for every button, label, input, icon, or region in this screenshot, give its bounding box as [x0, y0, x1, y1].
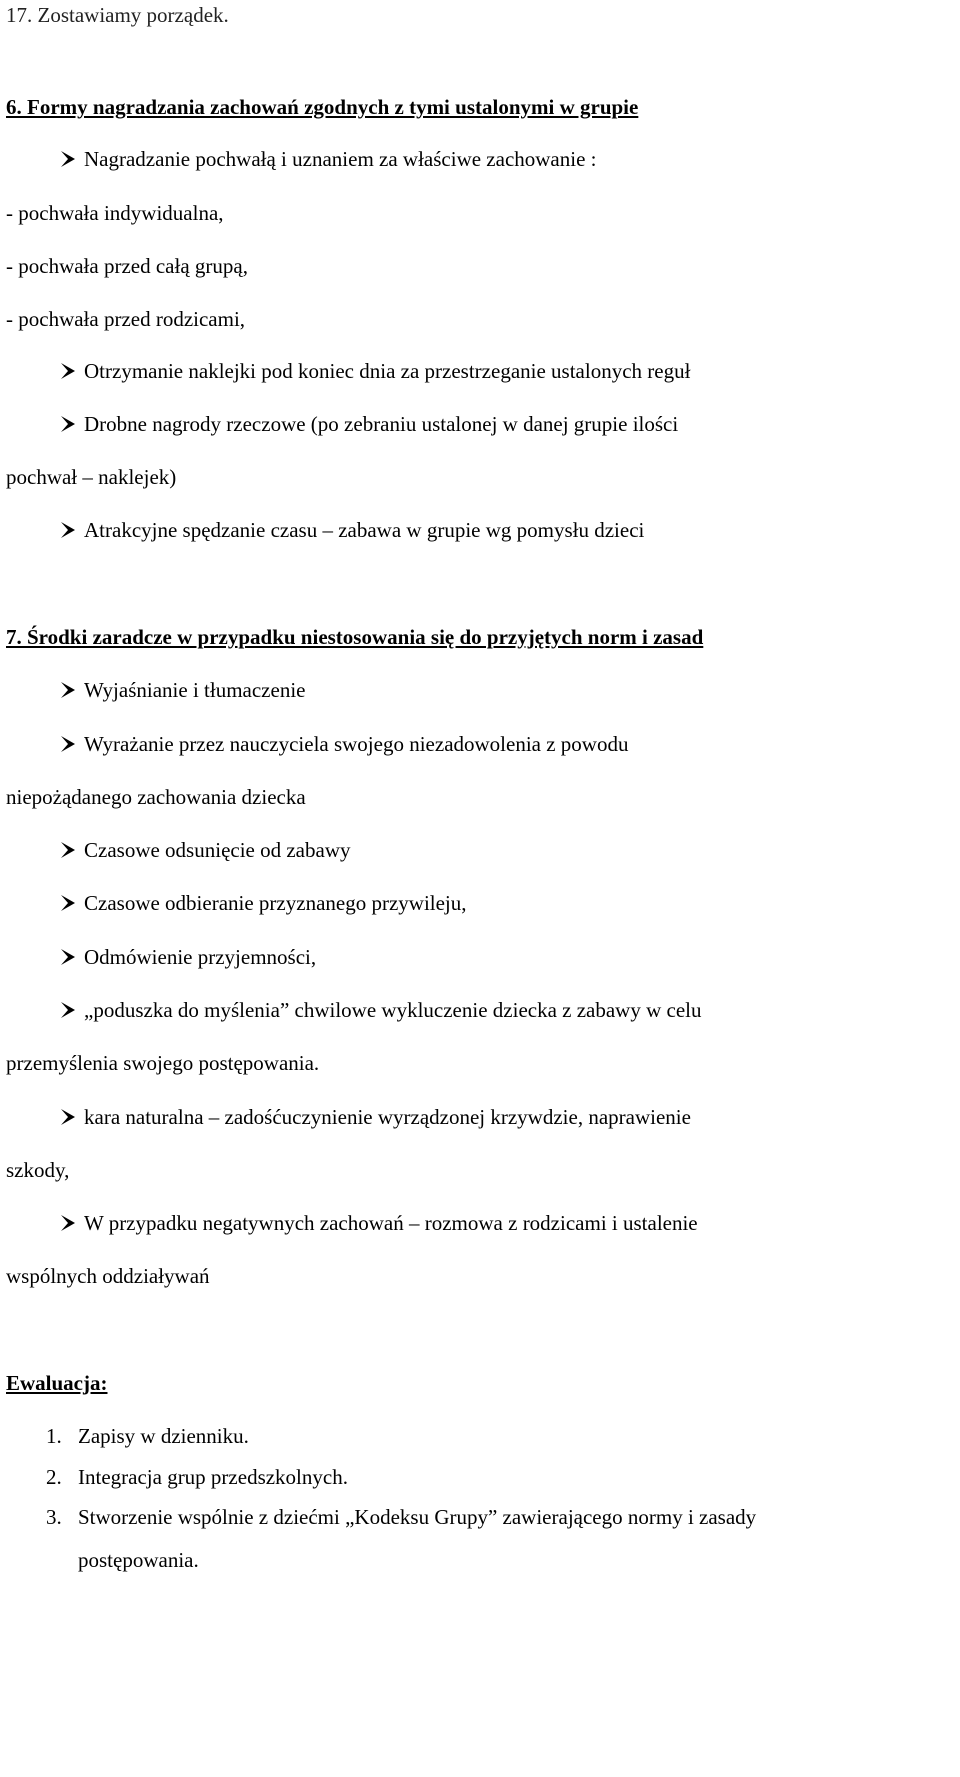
bullet-text: Wyjaśnianie i tłumaczenie — [84, 678, 306, 702]
section6-bullet-3-continuation: pochwał – naklejek) — [6, 465, 177, 489]
arrowhead-bullet-icon — [60, 521, 76, 539]
bullet-text: „poduszka do myślenia” chwilowe wykluczenie dziecka z zabawy w celu — [84, 998, 702, 1022]
bullet-text: kara naturalna – zadośćuczynienie wyrządzonej krzywdzie, naprawienie — [84, 1105, 691, 1129]
arrowhead-bullet-icon — [60, 415, 76, 433]
arrowhead-bullet-icon — [60, 948, 76, 966]
bullet-text: Nagradzanie pochwałą i uznaniem za właściwe zachowanie : — [84, 147, 597, 171]
section7-heading: 7. Środki zaradcze w przypadku niestosowania się do przyjętych norm i zasad — [6, 625, 704, 649]
arrowhead-bullet-icon — [60, 1108, 76, 1126]
item-text: Integracja grup przedszkolnych. — [78, 1465, 348, 1489]
evaluation-item-3-continuation — [78, 1547, 954, 1573]
arrowhead-bullet-icon — [60, 681, 76, 699]
arrowhead-bullet-icon — [60, 841, 76, 859]
evaluation-heading: Ewaluacja: — [6, 1371, 108, 1395]
bullet-text: Czasowe odsunięcie od zabawy — [84, 838, 351, 862]
praise-item-1: - pochwała indywidualna, — [6, 201, 224, 225]
evaluation-item-2 — [46, 1464, 954, 1490]
arrowhead-bullet-icon — [60, 150, 76, 168]
section7-bullet-6-continuation: przemyślenia swojego postępowania. — [6, 1051, 320, 1075]
section7-bullet-2-continuation: niepożądanego zachowania dziecka — [6, 785, 306, 809]
arrowhead-bullet-icon — [60, 1214, 76, 1232]
item-text: postępowania. — [78, 1548, 199, 1572]
item-number: 1. — [46, 1424, 62, 1448]
item-text: Stworzenie wspólnie z dziećmi „Kodeksu Grupy” zawierającego normy i zasady — [78, 1505, 757, 1529]
item-number: 2. — [46, 1465, 62, 1489]
bullet-text: Odmówienie przyjemności, — [84, 945, 317, 969]
arrowhead-bullet-icon — [60, 894, 76, 912]
arrowhead-bullet-icon — [60, 362, 76, 380]
evaluation-item-3 — [46, 1504, 954, 1530]
praise-item-3: - pochwała przed rodzicami, — [6, 307, 246, 331]
bullet-text: Wyrażanie przez nauczyciela swojego niezadowolenia z powodu — [84, 732, 629, 756]
arrowhead-bullet-icon — [60, 735, 76, 753]
section7-bullet-7-continuation: szkody, — [6, 1158, 70, 1182]
bullet-text: Otrzymanie naklejki pod koniec dnia za przestrzeganie ustalonych reguł — [84, 359, 691, 383]
evaluation-item-1 — [46, 1423, 954, 1449]
praise-item-2: - pochwała przed całą grupą, — [6, 254, 248, 278]
bullet-text: Drobne nagrody rzeczowe (po zebraniu ustalonej w danej grupie ilości — [84, 412, 679, 436]
item-text: Zapisy w dzienniku. — [78, 1424, 249, 1448]
bullet-text: Czasowe odbieranie przyznanego przywileju, — [84, 891, 467, 915]
bullet-text: Atrakcyjne spędzanie czasu – zabawa w grupie wg pomysłu dzieci — [84, 518, 645, 542]
arrowhead-bullet-icon — [60, 1001, 76, 1019]
top-fragment-text: 17. Zostawiamy porządek. — [6, 3, 229, 27]
section7-bullet-8-continuation: wspólnych oddziaływań — [6, 1264, 210, 1288]
bullet-text: W przypadku negatywnych zachowań – rozmowa z rodzicami i ustalenie — [84, 1211, 698, 1235]
item-number: 3. — [46, 1505, 62, 1529]
section6-heading: 6. Formy nagradzania zachowań zgodnych z tymi ustalonymi w grupie — [6, 95, 639, 119]
